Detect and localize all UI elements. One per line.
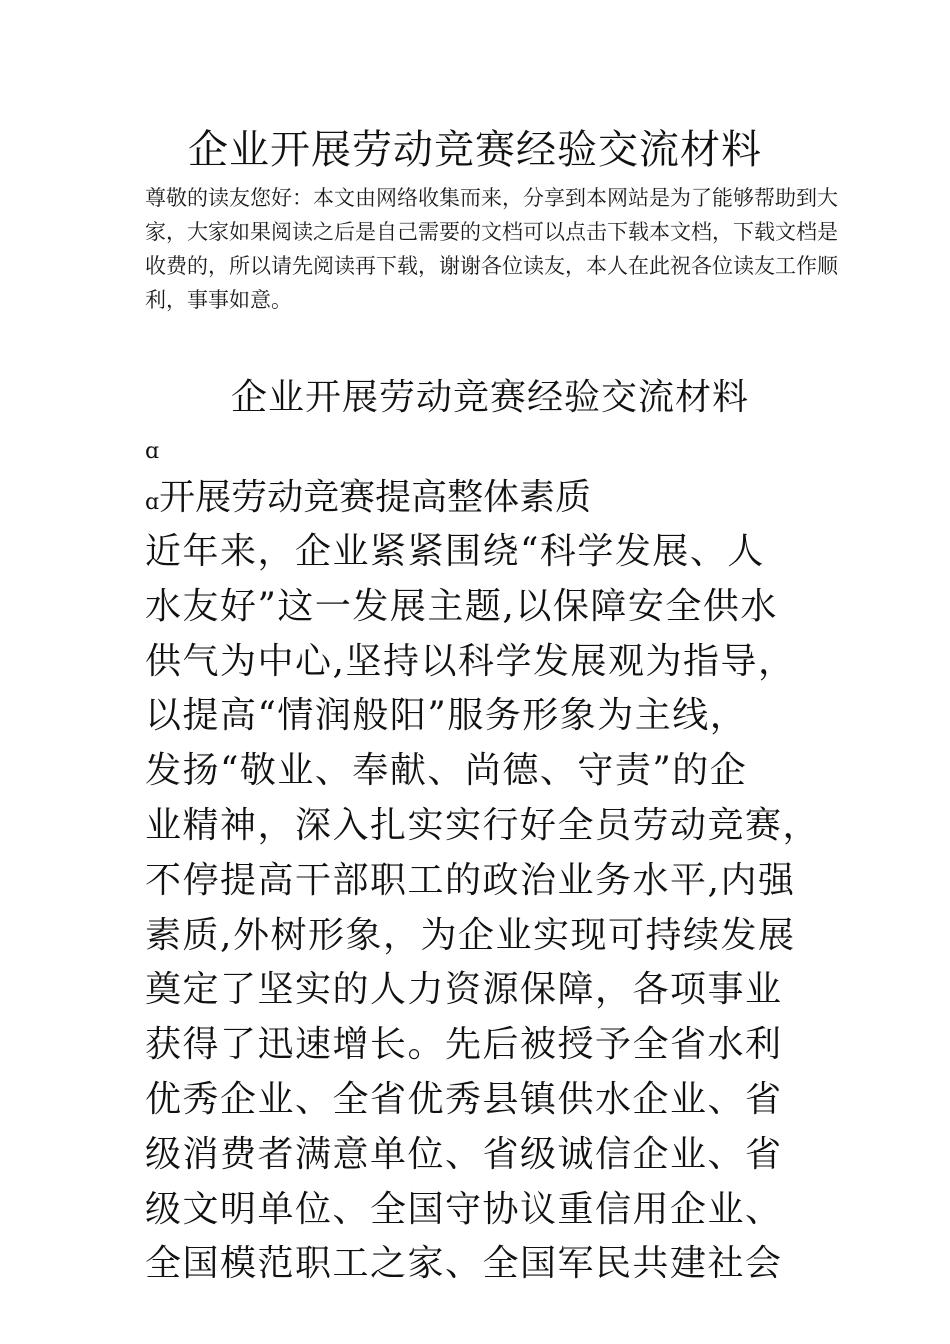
notice-line: 家，大家如果阅读之后是自己需要的文档可以点击下载本文档，下载文档是 (145, 220, 838, 244)
document-title: 企业开展劳动竞赛经验交流材料 (188, 127, 762, 173)
body-line: 水友好”这一发展主题,以保障安全供水 (145, 585, 778, 627)
list-marker-glyph: ɑ (145, 439, 160, 464)
body-line: 供气为中心,坚持以科学发展观为指导， (145, 640, 796, 682)
body-line: 全国模范职工之家、全国军民共建社会 (145, 1243, 783, 1285)
body-line: 奠定了坚实的人力资源保障，各项事业 (145, 969, 783, 1011)
body-paragraph (145, 525, 845, 1292)
section-heading-text: 开展劳动竞赛提高整体素质 (159, 477, 592, 518)
document-subtitle: 企业开展劳动竞赛经验交流材料 (230, 377, 749, 418)
body-line: 素质,外树形象，为企业实现可持续发展 (145, 914, 796, 956)
notice-line: 利，事事如意。 (145, 288, 292, 312)
reader-notice (145, 181, 838, 317)
notice-line: 尊敬的读友您好：本文由网络收集而来，分享到本网站是为了能够帮助到大 (145, 186, 838, 210)
body-line: 级消费者满意单位、省级诚信企业、省 (145, 1133, 783, 1175)
body-line: 不停提高干部职工的政治业务水平,内强 (145, 859, 796, 901)
body-line: 获得了迅速增长。先后被授予全省水利 (145, 1024, 783, 1066)
body-line: 级文明单位、全国守协议重信用企业、 (145, 1188, 783, 1230)
heading-marker-glyph: ɑ (145, 490, 160, 515)
body-line: 以提高“情润般阳”服务形象为主线， (145, 695, 748, 737)
body-line: 发扬“敬业、奉献、尚德、守责”的企 (145, 750, 748, 792)
notice-line: 收费的，所以请先阅读再下载，谢谢各位读友，本人在此祝各位读友工作顺 (145, 254, 838, 278)
body-line: 近年来，企业紧紧围绕“科学发展、人 (145, 531, 765, 572)
section-heading (145, 472, 591, 529)
body-line: 业精神，深入扎实实行好全员劳动竞赛， (145, 804, 821, 846)
body-line: 优秀企业、全省优秀县镇供水企业、省 (145, 1078, 783, 1120)
